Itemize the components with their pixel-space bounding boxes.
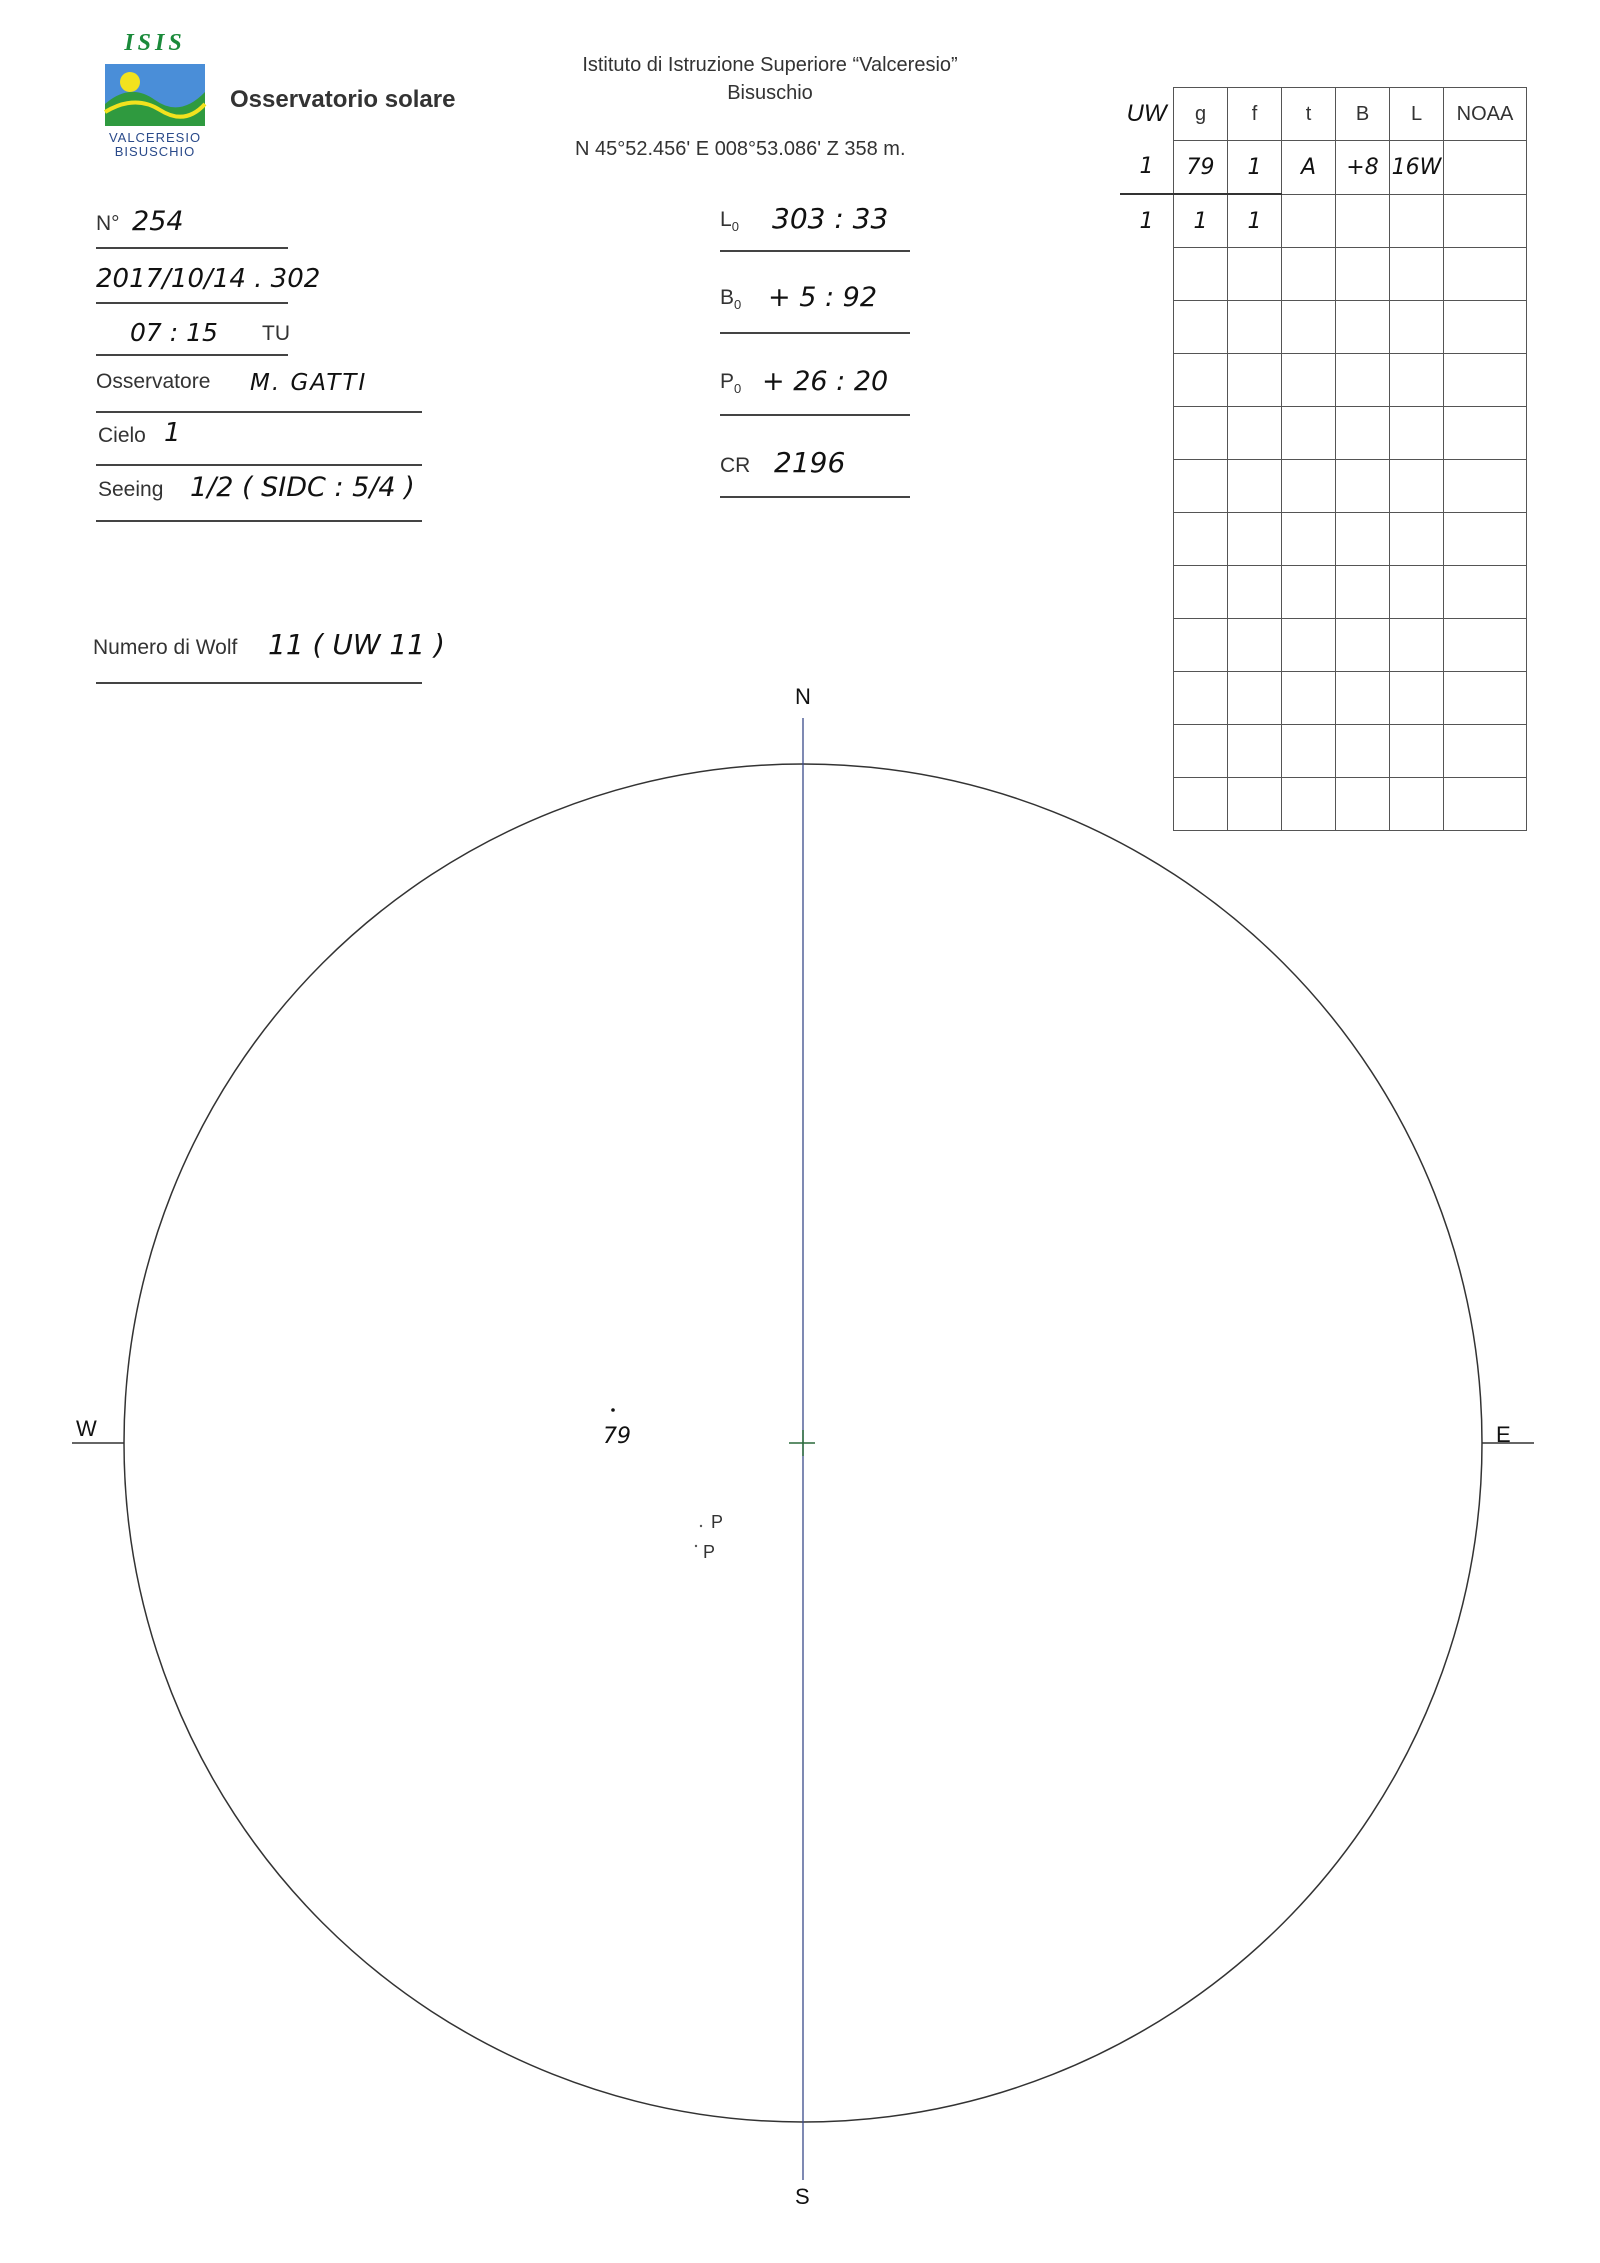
seeing-label: Seeing [98, 478, 164, 501]
time-value: 07 : 15 [130, 318, 218, 347]
table-cell: 79 [1174, 141, 1228, 195]
table-header-l: L [1390, 88, 1444, 141]
north-label: N [795, 684, 811, 709]
table-cell: 1 [1228, 141, 1282, 195]
sky-label: Cielo [98, 424, 146, 447]
pore-2 [695, 1545, 697, 1547]
observatory-title: Osservatorio solare [230, 86, 456, 113]
pore-label-1: P [711, 1512, 724, 1532]
table-cell: 1 [1228, 194, 1282, 248]
table-header-g: g [1174, 88, 1228, 141]
table-header-uw: UW [1120, 88, 1174, 141]
institute-name: Istituto di Istruzione Superiore “Valceresio” [582, 54, 958, 76]
sky-value: 1 [164, 418, 181, 448]
date-value: 2017/10/14 . 302 [96, 264, 321, 294]
b0-label: $B_0$ [720, 286, 742, 313]
sunspot-group-79 [611, 1408, 615, 1412]
time-unit-label: TU [262, 322, 290, 345]
seeing-value: 1/2 ( SIDC : 5/4 ) [190, 472, 415, 503]
carrington-rotation-value: 2196 [774, 446, 846, 479]
table-cell: 16W [1390, 141, 1444, 195]
logo-isis-text: ISIS [124, 30, 186, 56]
drawing-number-label: N° [96, 212, 120, 235]
observatory-coordinates: N 45°52.456' E 008°53.086' Z 358 m. [575, 138, 906, 160]
b0-value: + 5 : 92 [768, 282, 878, 313]
south-label: S [795, 2184, 810, 2209]
p0-label: $P_0$ [720, 370, 742, 397]
table-cell: 1 [1174, 194, 1228, 248]
carrington-rotation-label: CR [720, 454, 751, 477]
observer-label: Osservatore [96, 370, 211, 393]
l0-label: $L_0$ [720, 208, 739, 235]
pore-label-2: P [703, 1542, 716, 1562]
drawing-number-value: 254 [132, 206, 184, 237]
table-cell: 1 [1120, 141, 1174, 195]
table-header-t: t [1282, 88, 1336, 141]
west-label: W [76, 1416, 97, 1441]
p0-value: + 26 : 20 [762, 366, 889, 397]
institute-town: Bisuschio [727, 82, 813, 104]
wolf-number-label: Numero di Wolf [93, 636, 238, 659]
logo-subtitle-2: BISUSCHIO [114, 144, 196, 159]
table-cell: +8 [1336, 141, 1390, 195]
observer-value: M. GATTI [250, 370, 368, 396]
sunspot-group-label: 79 [603, 1424, 631, 1449]
wolf-number-value: 11 ( UW 11 ) [268, 628, 445, 661]
logo-subtitle-1: VALCERESIO [108, 130, 202, 145]
table-header-b: B [1336, 88, 1390, 141]
pore-1 [700, 1525, 702, 1527]
table-header-f: f [1228, 88, 1282, 141]
table-cell: A [1282, 141, 1336, 195]
l0-value: 303 : 33 [772, 202, 889, 235]
table-header-noaa: NOAA [1444, 88, 1527, 141]
east-label: E [1496, 1422, 1511, 1447]
table-cell: 1 [1120, 194, 1174, 248]
